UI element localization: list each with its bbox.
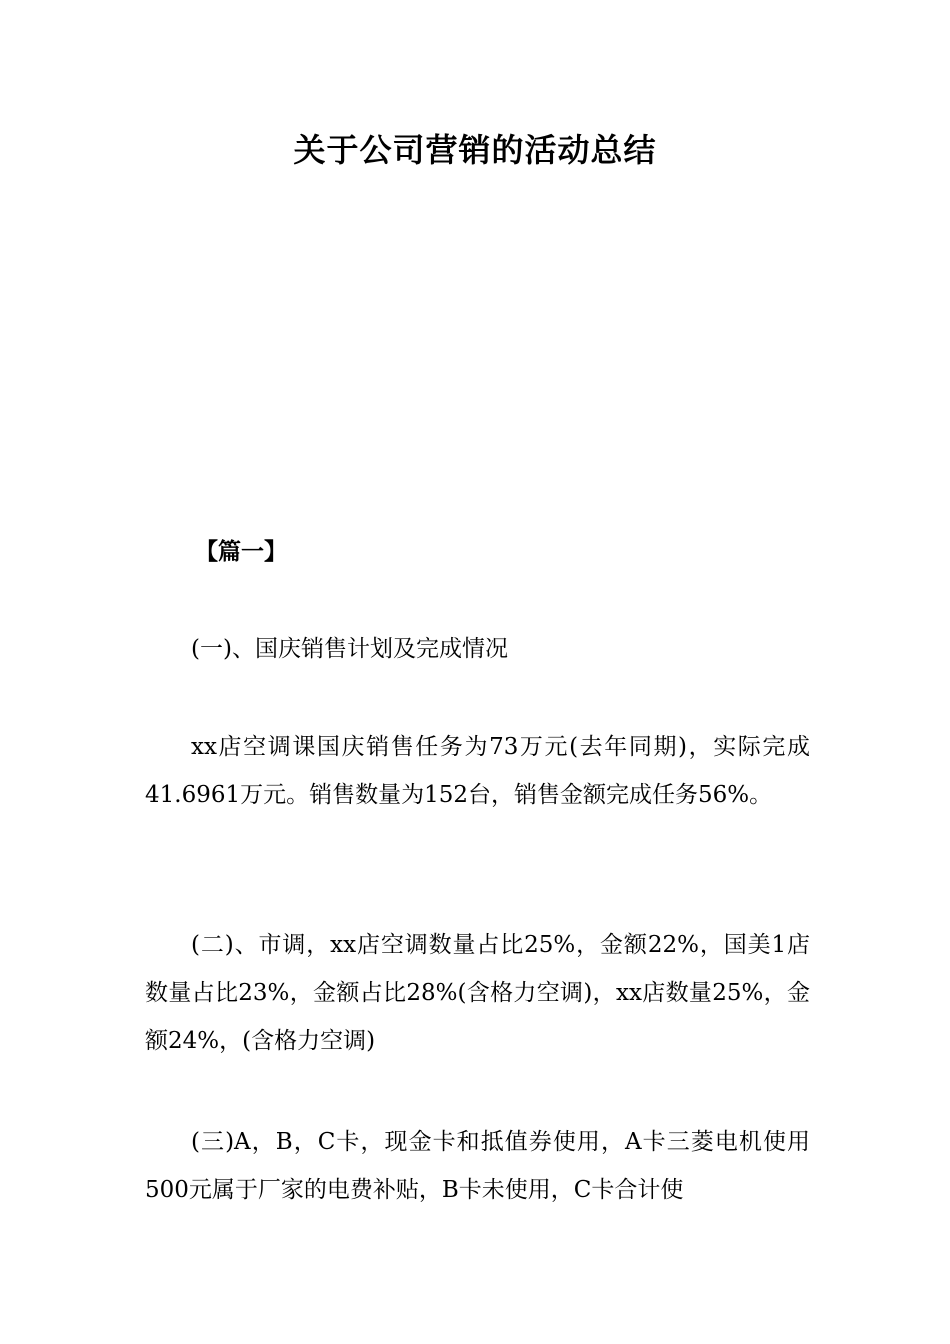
paragraph-market-survey: (二)、市调，xx店空调数量占比25%，金额22%，国美1店数量占比23%，金额占比28%(含格力空调)，xx店数量25%，金额24%，(含格力空调) xyxy=(145,932,810,1054)
paragraph-card-usage: (三)A，B，C卡，现金卡和抵值券使用，A卡三菱电机使用500元属于厂家的电费补贴，B卡未使用，C卡合计使 xyxy=(145,1129,810,1203)
part-label: 【篇一】 xyxy=(195,538,287,565)
document-title: 关于公司营销的活动总结 xyxy=(293,131,657,169)
paragraph-sales-result: xx店空调课国庆销售任务为73万元(去年同期)，实际完成41.6961万元。销售数量为152台，销售金额完成任务56%。 xyxy=(145,734,810,808)
section-heading-1: (一)、国庆销售计划及完成情况 xyxy=(191,636,508,662)
